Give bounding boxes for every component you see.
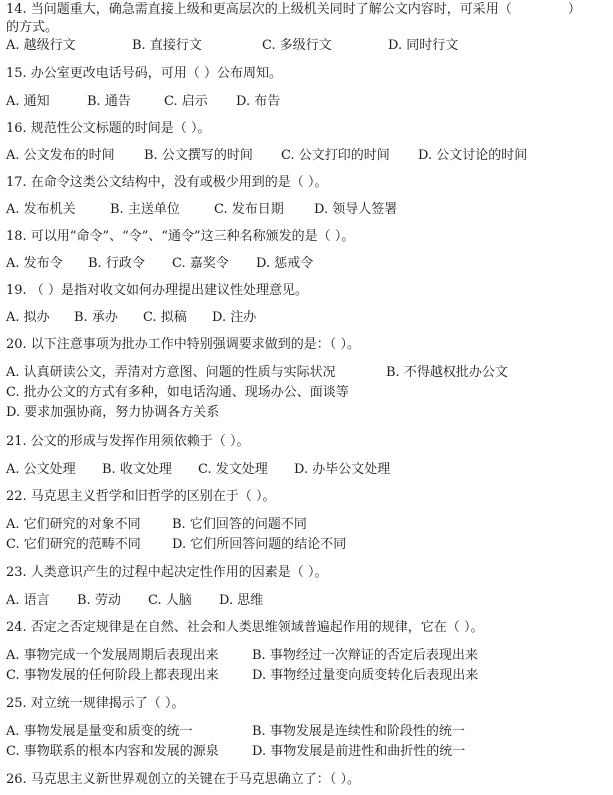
question-23-stem: 23. 人类意识产生的过程中起决定性作用的因素是（ ）。	[6, 565, 328, 580]
q15-option-a: A. 通知	[6, 94, 50, 109]
q23-option-c: C. 人脑	[148, 593, 192, 608]
q23-option-d: D. 思维	[219, 593, 264, 608]
question-22-stem: 22. 马克思主义哲学和旧哲学的区别在于（ ）。	[6, 489, 276, 504]
q22-option-b: B. 它们回答的问题不同	[172, 517, 307, 532]
question-16-stem: 16. 规范性公文标题的时间是（ ）。	[6, 121, 211, 136]
q19-option-c: C. 拟稿	[143, 310, 187, 325]
q14-stem-close: ）	[567, 2, 581, 17]
q20-option-a: A. 认真研读公文，弄清对方意图、问题的性质与实际状况	[6, 365, 336, 380]
q24-option-b: B. 事物经过一次辩证的否定后表现出来	[252, 648, 478, 663]
q16-option-d: D. 公文讨论的时间	[418, 148, 528, 163]
q24-option-c: C. 事物发展的任何阶段上都表现出来	[6, 668, 219, 683]
q20-option-c: C. 批办公文的方式有多种，如电话沟通、现场办公、面谈等	[6, 385, 349, 400]
question-18-stem: 18. 可以用“命令”、“令”、“通令”这三种名称颁发的是（ ）。	[6, 229, 355, 244]
q21-option-c: C. 发文处理	[198, 462, 268, 477]
q20-option-d: D. 要求加强协商，努力协调各方关系	[6, 405, 220, 420]
q25-option-d: D. 事物发展是前进性和曲折性的统一	[252, 744, 466, 759]
q21-option-a: A. 公文处理	[6, 462, 76, 477]
q24-option-d: D. 事物经过量变向质变转化后表现出来	[252, 668, 479, 683]
q15-option-c: C. 启示	[164, 94, 208, 109]
question-25-stem: 25. 对立统一规律揭示了（ ）。	[6, 696, 185, 711]
q19-option-a: A. 拟办	[6, 310, 50, 325]
q18-option-b: B. 行政令	[88, 256, 145, 271]
q17-option-c: C. 发布日期	[214, 202, 284, 217]
question-19-stem: 19. （ ）是指对收文如何办理提出建议性处理意见。	[6, 283, 308, 298]
q14-stem-text-1: 14. 当问题重大，确急需直接上级和更高层次的上级机关同时了解公文内容时，可采用（	[6, 2, 512, 17]
question-20-stem: 20. 以下注意事项为批办工作中特别强调要求做到的是：（ ）。	[6, 337, 360, 352]
question-17-stem: 17. 在命令这类公文结构中，没有或极少用到的是（ ）。	[6, 175, 328, 190]
q14-option-b: B. 直接行文	[132, 38, 202, 53]
q22-option-c: C. 它们研究的范畴不同	[6, 537, 141, 552]
q18-option-d: D. 惩戒令	[256, 256, 314, 271]
q18-option-a: A. 发布令	[6, 256, 63, 271]
q19-option-d: D. 注办	[212, 310, 257, 325]
q17-option-d: D. 领导人签署	[314, 202, 398, 217]
q15-option-d: D. 布告	[236, 94, 281, 109]
q23-option-a: A. 语言	[6, 593, 50, 608]
q22-option-d: D. 它们所回答问题的结论不同	[172, 537, 347, 552]
q21-option-d: D. 办毕公文处理	[294, 462, 391, 477]
q16-option-c: C. 公文打印的时间	[281, 148, 390, 163]
q24-option-a: A. 事物完成一个发展周期后表现出来	[6, 648, 219, 663]
question-24-stem: 24. 否定之否定规律是在自然、社会和人类思维领域普遍起作用的规律，它在（ ）。	[6, 620, 484, 635]
q25-option-a: A. 事物发展是量变和质变的统一	[6, 724, 193, 739]
q15-option-b: B. 通告	[87, 94, 131, 109]
q21-option-b: B. 收文处理	[102, 462, 172, 477]
q14-option-c: C. 多级行文	[262, 38, 332, 53]
question-21-stem: 21. 公文的形成与发挥作用须依赖于（ ）。	[6, 434, 250, 449]
q17-option-a: A. 发布机关	[6, 202, 76, 217]
q25-option-c: C. 事物联系的根本内容和发展的源泉	[6, 744, 219, 759]
q20-option-b: B. 不得越权批办公文	[386, 365, 508, 380]
q22-option-a: A. 它们研究的对象不同	[6, 517, 141, 532]
q16-option-b: B. 公文撰写的时间	[144, 148, 253, 163]
question-15-stem: 15. 办公室更改电话号码，可用（ ）公布周知。	[6, 66, 282, 81]
q18-option-c: C. 嘉奖令	[172, 256, 229, 271]
q14-option-d: D. 同时行文	[388, 38, 459, 53]
q19-option-b: B. 承办	[74, 310, 118, 325]
q17-option-b: B. 主送单位	[110, 202, 180, 217]
question-14-stem-line2: 的方式。	[6, 20, 59, 35]
q14-option-a: A. 越级行文	[6, 38, 76, 53]
q23-option-b: B. 劳动	[77, 593, 121, 608]
question-26-stem: 26. 马克思主义新世界观创立的关键在于马克思确立了：（ ）。	[6, 772, 360, 787]
question-14-stem-line1	[6, 2, 581, 18]
q25-option-b: B. 事物发展是连续性和阶段性的统一	[252, 724, 465, 739]
q16-option-a: A. 公文发布的时间	[6, 148, 115, 163]
